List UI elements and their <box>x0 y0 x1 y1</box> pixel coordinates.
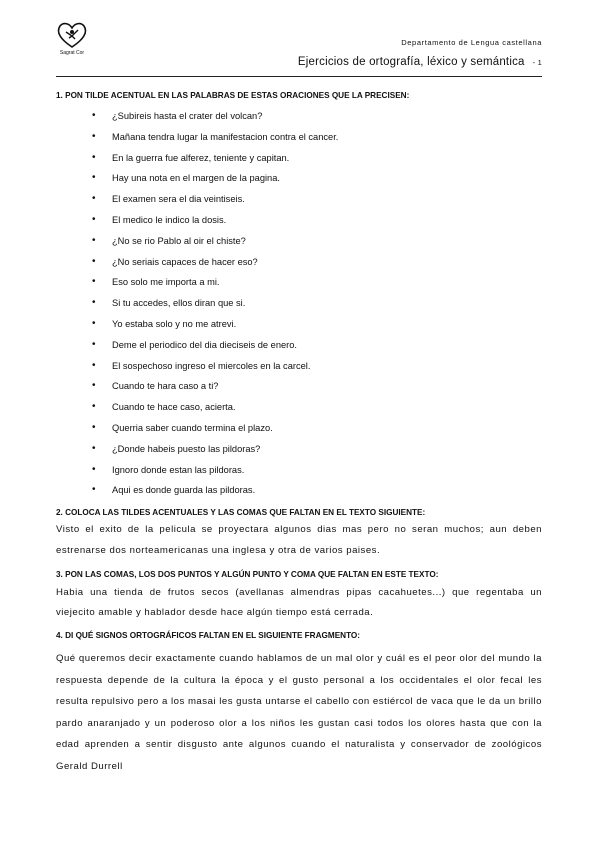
list-item <box>56 127 542 148</box>
list-item <box>56 376 542 397</box>
list-item <box>56 272 542 293</box>
list-item <box>56 460 542 481</box>
section-1-title: 1. PON TILDE ACENTUAL EN LAS PALABRAS DE ESTAS ORACIONES QUE LA PRECISEN: <box>56 91 410 100</box>
section-2-title: 2. COLOCA LAS TILDES ACENTUALES Y LAS COMAS QUE FALTAN EN EL TEXTO SIGUIENTE: <box>56 508 426 518</box>
document-title <box>298 56 542 68</box>
bullet-icon: • <box>92 359 96 371</box>
heart-logo-icon <box>54 20 90 50</box>
list-item <box>56 480 542 501</box>
list-item <box>56 335 542 356</box>
document-body <box>56 86 542 777</box>
list-item <box>56 210 542 231</box>
section-4-text: Qué queremos decir exactamente cuando hablamos de un mal olor y cuál es el peor olor del mundo la respuesta depende de la cultura la época y el gusto personal a los occidentales el olor fecal les resulta repulsivo pero a los masai les gusta untarse el cabello con estiércol de vaca que le da un brillo pardo anaranjado y un poderoso olor a los niños les gustan casi todos los olores hasta que con la edad aprenden a sentir disgusto ante algunos cuando el naturalista y conservador de zoológicos Gerald Durrell <box>56 653 542 772</box>
page-number: - 1 <box>532 58 542 67</box>
section-1-list <box>56 106 542 501</box>
list-item <box>56 293 542 314</box>
bullet-icon: • <box>92 484 96 496</box>
list-item <box>56 397 542 418</box>
list-item-text: Si tu accedes, ellos diran que si. <box>112 298 246 309</box>
list-item-text: Eso solo me importa a mi. <box>112 277 220 288</box>
list-item-text: Mañana tendra lugar la manifestacion contra el cancer. <box>112 131 339 142</box>
bullet-icon: • <box>92 442 96 454</box>
bullet-icon: • <box>92 255 96 267</box>
list-item-text: ¿Subireis hasta el crater del volcan? <box>112 111 263 121</box>
section-3-title: 3. PON LAS COMAS, LOS DOS PUNTOS Y ALGÚN PUNTO Y COMA QUE FALTAN EN ESTE TEXTO: <box>56 570 439 580</box>
list-item-text: Hay una nota en el margen de la pagina. <box>112 173 280 184</box>
list-item-text: El examen sera el dia veintiseis. <box>112 194 245 205</box>
bullet-icon: • <box>92 463 96 475</box>
list-item <box>56 356 542 377</box>
list-item-text: Ignoro donde estan las pildoras. <box>112 464 245 475</box>
list-item-text: ¿No se rio Pablo al oir el chiste? <box>112 235 246 246</box>
bullet-icon: • <box>92 338 96 350</box>
bullet-icon: • <box>92 213 96 225</box>
list-item-text: Cuando te hara caso a ti? <box>112 381 219 392</box>
list-item-text: El medico le indico la dosis. <box>112 214 227 225</box>
list-item-text: Yo estaba solo y no me atrevi. <box>112 318 237 329</box>
list-item-text: Aqui es donde guarda las pildoras. <box>112 485 256 496</box>
bullet-icon: • <box>92 421 96 433</box>
list-item-text: En la guerra fue alferez, teniente y capitan. <box>112 152 290 163</box>
title-text: Ejercicios de ortografía, léxico y semántica <box>297 56 525 68</box>
school-logo <box>54 20 90 66</box>
list-item <box>56 189 542 210</box>
department-label: Departamento de Lengua castellana <box>401 38 542 47</box>
list-item <box>56 314 542 335</box>
bullet-icon: • <box>92 380 96 392</box>
list-item-text: El sospechoso ingreso el miercoles en la carcel. <box>112 360 311 371</box>
list-item-text: Cuando te hace caso, acierta. <box>112 402 236 413</box>
list-item <box>56 106 542 127</box>
list-item <box>56 231 542 252</box>
section-4-title: 4. DI QUÉ SIGNOS ORTOGRÁFICOS FALTAN EN EL SIGUIENTE FRAGMENTO: <box>56 631 361 641</box>
list-item <box>56 148 542 169</box>
bullet-icon: • <box>92 110 96 121</box>
list-item <box>56 439 542 460</box>
bullet-icon: • <box>92 172 96 184</box>
list-item-text: Deme el periodico del dia dieciseis de enero. <box>112 339 298 350</box>
bullet-icon: • <box>92 130 96 142</box>
bullet-icon: • <box>92 297 96 309</box>
bullet-icon: • <box>92 276 96 288</box>
list-item-text: ¿Donde habeis puesto las pildoras? <box>112 443 261 454</box>
list-item-text: Querria saber cuando termina el plazo. <box>112 422 273 433</box>
header-divider <box>56 76 542 77</box>
list-item <box>56 252 542 273</box>
bullet-icon: • <box>92 401 96 413</box>
list-item-text: ¿No seriais capaces de hacer eso? <box>112 256 258 267</box>
bullet-icon: • <box>92 234 96 246</box>
section-3-text: Habia una tienda de frutos secos (avellanas almendras pipas cacahuetes...) que regentaba un viejecito amable y hablador desde hace algún tiempo está cerrada. <box>56 587 542 619</box>
section-2-text: Visto el exito de la pelicula se proyectara algunos dias mas pero no seran muchos; aun deben estrenarse dos norteamericanas una inglesa y otra de varios paises. <box>56 524 542 556</box>
bullet-icon: • <box>92 151 96 163</box>
list-item <box>56 168 542 189</box>
list-item <box>56 418 542 439</box>
logo-caption: Sagrat Cor <box>59 50 85 56</box>
bullet-icon: • <box>92 317 96 329</box>
bullet-icon: • <box>92 193 96 205</box>
